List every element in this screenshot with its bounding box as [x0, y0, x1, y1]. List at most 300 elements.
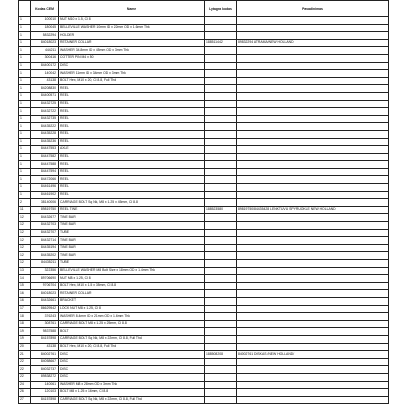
row-number: 12 — [19, 222, 31, 230]
table-row — [19, 373, 389, 381]
row-name: REEL — [59, 100, 205, 108]
row-lytagra-code — [205, 229, 237, 237]
table-row — [19, 260, 389, 268]
row-lytagra-code — [205, 358, 237, 366]
table-row — [19, 282, 389, 290]
row-code: 84432722 — [31, 108, 59, 116]
table-row — [19, 77, 389, 85]
row-pavadinimas — [237, 92, 389, 100]
row-pavadinimas — [237, 161, 389, 169]
row-number: 1 — [19, 153, 31, 161]
row-name: BOLT Hex, M10 x 20, Cl 8.8, Full Thd — [59, 77, 205, 85]
row-pavadinimas — [237, 343, 389, 351]
row-number: 1 — [19, 62, 31, 70]
table-row — [19, 191, 389, 199]
row-name: REEL — [59, 153, 205, 161]
row-name: TINE BAR — [59, 252, 205, 260]
row-pavadinimas — [237, 244, 389, 252]
row-code: 86629542 — [31, 305, 59, 313]
row-name: CARRIAGE BOLT Sq Nk, M8 x 22mm, Cl 8.8, Full Thd — [59, 396, 205, 404]
row-number: 22 — [19, 358, 31, 366]
row-code: 308761 — [31, 320, 59, 328]
row-code: 84018023 — [31, 39, 59, 47]
table-row — [19, 389, 389, 397]
row-code: 84472066 — [31, 176, 59, 184]
row-code: 43138 — [31, 77, 59, 85]
table-row — [19, 153, 389, 161]
row-pavadinimas: 89819750/84435428 LENKTUVU SPYRUOKLE NEW HOLLAND — [237, 206, 389, 214]
row-name: REEL — [59, 184, 205, 192]
row-name: REEL — [59, 85, 205, 93]
row-code: 84432677 — [31, 214, 59, 222]
table-row — [19, 237, 389, 245]
row-number: 21 — [19, 351, 31, 359]
row-lytagra-code — [205, 32, 237, 40]
row-pavadinimas — [237, 191, 389, 199]
row-number: 1 — [19, 54, 31, 62]
row-pavadinimas — [237, 396, 389, 404]
table-row — [19, 146, 389, 154]
row-pavadinimas — [237, 335, 389, 343]
row-code: 9706704 — [31, 282, 59, 290]
row-pavadinimas: 84002761 DISKAS /NEW HOLLAND/ — [237, 351, 389, 359]
row-number: 1 — [19, 85, 31, 93]
row-pavadinimas — [237, 115, 389, 123]
row-pavadinimas: 89832294 ATRAMA/NEW HOLLAND — [237, 39, 389, 47]
row-code: 84435194 — [31, 244, 59, 252]
row-number: 1 — [19, 130, 31, 138]
row-number: 16 — [19, 290, 31, 298]
row-lytagra-code — [205, 222, 237, 230]
row-name: REEL — [59, 168, 205, 176]
row-pavadinimas — [237, 282, 389, 290]
row-pavadinimas — [237, 62, 389, 70]
row-code: 140061 — [31, 381, 59, 389]
table-row — [19, 92, 389, 100]
parts-table — [18, 0, 389, 404]
row-lytagra-code — [205, 305, 237, 313]
row-code: 100010 — [31, 17, 59, 25]
row-code: 84432725 — [31, 100, 59, 108]
row-code: 84432735 — [31, 115, 59, 123]
row-name: REEL TINE — [59, 206, 205, 214]
row-pavadinimas — [237, 229, 389, 237]
row-name: DISC — [59, 62, 205, 70]
row-pavadinimas — [237, 267, 389, 275]
row-lytagra-code — [205, 373, 237, 381]
row-lytagra-code — [205, 328, 237, 336]
row-code: 84435236 — [31, 138, 59, 146]
row-code: 89706690 — [31, 275, 59, 283]
row-pavadinimas — [237, 297, 389, 305]
row-name: BELLEVILLE WASHER M8 Bolt Size x 18mm OD x 1.4mm Thk — [59, 267, 205, 275]
row-name: DISC — [59, 366, 205, 374]
header-lytagra-code: Lytagra kodas — [205, 1, 237, 17]
row-pavadinimas — [237, 252, 389, 260]
table-row — [19, 85, 389, 93]
table-row — [19, 366, 389, 374]
table-row — [19, 381, 389, 389]
row-lytagra-code — [205, 123, 237, 131]
row-pavadinimas — [237, 381, 389, 389]
row-code: 84208830 — [31, 85, 59, 93]
row-code: 9837588 — [31, 328, 59, 336]
row-number: 19 — [19, 328, 31, 336]
table-row — [19, 168, 389, 176]
row-code: 84400172 — [31, 62, 59, 70]
table-row — [19, 199, 389, 207]
row-code: 38140006 — [31, 199, 59, 207]
row-pavadinimas — [237, 54, 389, 62]
row-number: 12 — [19, 252, 31, 260]
table-row — [19, 108, 389, 116]
row-name: WASHER 11mm ID x 34mm OD x 3mm Thk — [59, 70, 205, 78]
row-number: 20 — [19, 343, 31, 351]
row-lytagra-code — [205, 214, 237, 222]
row-number: 1 — [19, 146, 31, 154]
row-code: 84432661 — [31, 297, 59, 305]
row-name: REEL — [59, 92, 205, 100]
table-row — [19, 100, 389, 108]
table-row — [19, 343, 389, 351]
row-name: BOLT Hex, M10 x 1.5 x 35mm, Cl 8.8 — [59, 282, 205, 290]
row-name: BOLT M8 x 1.25 x 16mm, Cl 8.8 — [59, 389, 205, 397]
row-lytagra-code — [205, 115, 237, 123]
row-number: 1 — [19, 24, 31, 32]
row-name: REEL — [59, 115, 205, 123]
row-name: COTTER PIN M4 x 50 — [59, 54, 205, 62]
row-name: NUT M8 x 1.25, Cl 8 — [59, 275, 205, 283]
row-code: 444211 — [31, 47, 59, 55]
row-code: 84400571 — [31, 92, 59, 100]
row-number: 18 — [19, 320, 31, 328]
row-lytagra-code — [205, 153, 237, 161]
row-code: 84058667 — [31, 358, 59, 366]
row-number: 1 — [19, 92, 31, 100]
row-code: 84018023 — [31, 290, 59, 298]
row-pavadinimas — [237, 17, 389, 25]
row-lytagra-code — [205, 138, 237, 146]
table-row — [19, 267, 389, 275]
row-number: 22 — [19, 373, 31, 381]
row-pavadinimas — [237, 260, 389, 268]
row-lytagra-code: 188508208 — [205, 351, 237, 359]
row-lytagra-code — [205, 381, 237, 389]
row-code: 84432714 — [31, 237, 59, 245]
row-lytagra-code — [205, 244, 237, 252]
row-lytagra-code — [205, 389, 237, 397]
row-number: 1 — [19, 191, 31, 199]
row-pavadinimas — [237, 24, 389, 32]
table-row — [19, 32, 389, 40]
table-row — [19, 206, 389, 214]
row-lytagra-code — [205, 70, 237, 78]
table-row — [19, 290, 389, 298]
header-no — [19, 1, 31, 17]
row-pavadinimas — [237, 313, 389, 321]
row-number: 1 — [19, 100, 31, 108]
table-row — [19, 320, 389, 328]
row-code: 84157898 — [31, 335, 59, 343]
row-pavadinimas — [237, 328, 389, 336]
row-code: 300416 — [31, 54, 59, 62]
row-pavadinimas — [237, 237, 389, 245]
row-lytagra-code — [205, 343, 237, 351]
row-lytagra-code — [205, 290, 237, 298]
row-name: NUT M10 x 1.5, Cl 8 — [59, 17, 205, 25]
row-name: CARRIAGE BOLT Sq Nk, M8 x 22mm, Cl 8.8, Full Thd — [59, 335, 205, 343]
row-number: 14 — [19, 275, 31, 283]
row-lytagra-code — [205, 176, 237, 184]
row-code: 5832294 — [31, 32, 59, 40]
row-pavadinimas — [237, 100, 389, 108]
table-row — [19, 328, 389, 336]
row-name: HOLDER — [59, 32, 205, 40]
table-header-row — [19, 1, 389, 17]
row-name: LOCK NUT M8 x 1.25, Cl 8 — [59, 305, 205, 313]
row-name: TINE BAR — [59, 244, 205, 252]
row-code: 89838272 — [31, 373, 59, 381]
row-lytagra-code — [205, 184, 237, 192]
row-number: 12 — [19, 244, 31, 252]
row-number: 12 — [19, 237, 31, 245]
row-lytagra-code — [205, 85, 237, 93]
header-pavadinimas: Pavadinimas — [237, 1, 389, 17]
row-name: BOLT Hex, M10 x 20, Cl 8.8, Full Thd — [59, 343, 205, 351]
row-lytagra-code — [205, 260, 237, 268]
row-lytagra-code — [205, 297, 237, 305]
row-code: 84461902 — [31, 191, 59, 199]
row-code: 84435211 — [31, 260, 59, 268]
row-lytagra-code — [205, 62, 237, 70]
row-code: 84432703 — [31, 222, 59, 230]
row-number: 1 — [19, 115, 31, 123]
row-number: 26 — [19, 389, 31, 397]
row-name: DISC — [59, 358, 205, 366]
table-row — [19, 396, 389, 404]
row-name: WASHER 8.4mm ID x 21mm OD x 1.6mm Thk — [59, 313, 205, 321]
row-lytagra-code: 188523580 — [205, 206, 237, 214]
table-row — [19, 229, 389, 237]
row-number: 1 — [19, 70, 31, 78]
row-lytagra-code — [205, 92, 237, 100]
row-name: REEL — [59, 161, 205, 169]
row-pavadinimas — [237, 320, 389, 328]
row-number: 1 — [19, 39, 31, 47]
row-name: CARRIAGE BOLT Sq Nk, M8 x 1.25 x 45mm, Cl 8.8 — [59, 199, 205, 207]
row-pavadinimas — [237, 108, 389, 116]
row-lytagra-code — [205, 146, 237, 154]
table-row — [19, 244, 389, 252]
row-name: TUBE — [59, 260, 205, 268]
row-pavadinimas — [237, 70, 389, 78]
row-code: 84435222 — [31, 123, 59, 131]
row-code: 84435202 — [31, 252, 59, 260]
row-pavadinimas — [237, 290, 389, 298]
row-number: 1 — [19, 17, 31, 25]
row-code: 84002761 — [31, 351, 59, 359]
row-lytagra-code — [205, 77, 237, 85]
row-pavadinimas — [237, 199, 389, 207]
table-row — [19, 123, 389, 131]
row-code: 84447582 — [31, 153, 59, 161]
table-row — [19, 70, 389, 78]
row-code: 84461496 — [31, 184, 59, 192]
row-pavadinimas — [237, 176, 389, 184]
row-name: REEL — [59, 191, 205, 199]
row-pavadinimas — [237, 32, 389, 40]
row-code: 84432707 — [31, 229, 59, 237]
row-lytagra-code — [205, 282, 237, 290]
row-lytagra-code — [205, 168, 237, 176]
row-code: 84032737 — [31, 366, 59, 374]
row-name: AXLE — [59, 146, 205, 154]
header-name: Name — [59, 1, 205, 17]
table-row — [19, 313, 389, 321]
row-lytagra-code — [205, 108, 237, 116]
row-pavadinimas — [237, 77, 389, 85]
row-number: 22 — [19, 366, 31, 374]
row-pavadinimas — [237, 275, 389, 283]
row-number: 2 — [19, 199, 31, 207]
row-number: 11 — [19, 206, 31, 214]
row-name: CARRIAGE BOLT M8 x 1.25 x 25mm, Cl 8.8 — [59, 320, 205, 328]
row-pavadinimas — [237, 373, 389, 381]
table-row — [19, 252, 389, 260]
row-lytagra-code — [205, 366, 237, 374]
row-lytagra-code — [205, 320, 237, 328]
row-number: 1 — [19, 138, 31, 146]
row-lytagra-code — [205, 267, 237, 275]
row-lytagra-code — [205, 275, 237, 283]
row-name: WASHER 34.8mm ID x 45mm OD x 3mm Thk — [59, 47, 205, 55]
row-number: 17 — [19, 305, 31, 313]
row-code: 376243 — [31, 313, 59, 321]
row-number: 16 — [19, 297, 31, 305]
row-lytagra-code — [205, 191, 237, 199]
row-code: 84157898 — [31, 396, 59, 404]
row-name: DISC — [59, 373, 205, 381]
row-number: 12 — [19, 214, 31, 222]
table-row — [19, 47, 389, 55]
row-code: 84435228 — [31, 130, 59, 138]
row-number: 15 — [19, 282, 31, 290]
table-row — [19, 222, 389, 230]
row-number: 1 — [19, 32, 31, 40]
row-pavadinimas — [237, 146, 389, 154]
table-row — [19, 335, 389, 343]
row-pavadinimas — [237, 184, 389, 192]
row-pavadinimas — [237, 389, 389, 397]
row-number: 1 — [19, 161, 31, 169]
row-number: 12 — [19, 229, 31, 237]
row-pavadinimas — [237, 214, 389, 222]
row-pavadinimas — [237, 305, 389, 313]
row-pavadinimas — [237, 366, 389, 374]
row-pavadinimas — [237, 47, 389, 55]
row-number: 1 — [19, 168, 31, 176]
row-lytagra-code — [205, 199, 237, 207]
row-lytagra-code — [205, 396, 237, 404]
row-name: TINE BAR — [59, 222, 205, 230]
table-row — [19, 138, 389, 146]
row-number: 24 — [19, 381, 31, 389]
row-pavadinimas — [237, 168, 389, 176]
row-code: 120103 — [31, 389, 59, 397]
table-row — [19, 184, 389, 192]
row-code: 322356 — [31, 267, 59, 275]
row-lytagra-code — [205, 161, 237, 169]
row-name: WASHER M8 x 28mm OD x 3mm Thk — [59, 381, 205, 389]
table-row — [19, 176, 389, 184]
row-pavadinimas — [237, 123, 389, 131]
table-row — [19, 297, 389, 305]
row-name: BELLEVILLE WASHER 10mm ID x 22mm OD x 1.6mm Thk — [59, 24, 205, 32]
row-number: 27 — [19, 396, 31, 404]
row-lytagra-code — [205, 47, 237, 55]
row-lytagra-code — [205, 313, 237, 321]
row-lytagra-code — [205, 252, 237, 260]
row-number: 1 — [19, 123, 31, 131]
row-name: DISC — [59, 351, 205, 359]
row-number: 13 — [19, 267, 31, 275]
table-row — [19, 214, 389, 222]
row-code: 89819750 — [31, 206, 59, 214]
row-name: REEL — [59, 130, 205, 138]
parts-sheet — [18, 0, 388, 404]
row-number: 19 — [19, 335, 31, 343]
row-lytagra-code — [205, 237, 237, 245]
header-code: Kodas CEM — [31, 1, 59, 17]
row-lytagra-code — [205, 24, 237, 32]
table-row — [19, 24, 389, 32]
row-pavadinimas — [237, 358, 389, 366]
table-row — [19, 305, 389, 313]
row-name: BOLT — [59, 328, 205, 336]
row-pavadinimas — [237, 85, 389, 93]
row-code: 84447588 — [31, 161, 59, 169]
row-code: 180045 — [31, 24, 59, 32]
table-row — [19, 351, 389, 359]
row-name: REEL — [59, 123, 205, 131]
table-row — [19, 358, 389, 366]
row-lytagra-code — [205, 100, 237, 108]
row-number: 1 — [19, 184, 31, 192]
row-name: REEL — [59, 138, 205, 146]
table-row — [19, 17, 389, 25]
row-lytagra-code: 188511442 — [205, 39, 237, 47]
row-number: 1 — [19, 77, 31, 85]
row-lytagra-code — [205, 54, 237, 62]
row-name: REEL — [59, 108, 205, 116]
row-pavadinimas — [237, 130, 389, 138]
table-row — [19, 115, 389, 123]
row-name: BRACKET — [59, 297, 205, 305]
row-number: 1 — [19, 108, 31, 116]
row-lytagra-code — [205, 17, 237, 25]
table-row — [19, 54, 389, 62]
row-number: 1 — [19, 47, 31, 55]
row-code: 84447553 — [31, 146, 59, 154]
row-pavadinimas — [237, 222, 389, 230]
row-name: TUBE — [59, 229, 205, 237]
table-row — [19, 62, 389, 70]
row-lytagra-code — [205, 130, 237, 138]
row-lytagra-code — [205, 335, 237, 343]
row-code: 84447594 — [31, 168, 59, 176]
table-row — [19, 161, 389, 169]
row-code: 43138 — [31, 343, 59, 351]
